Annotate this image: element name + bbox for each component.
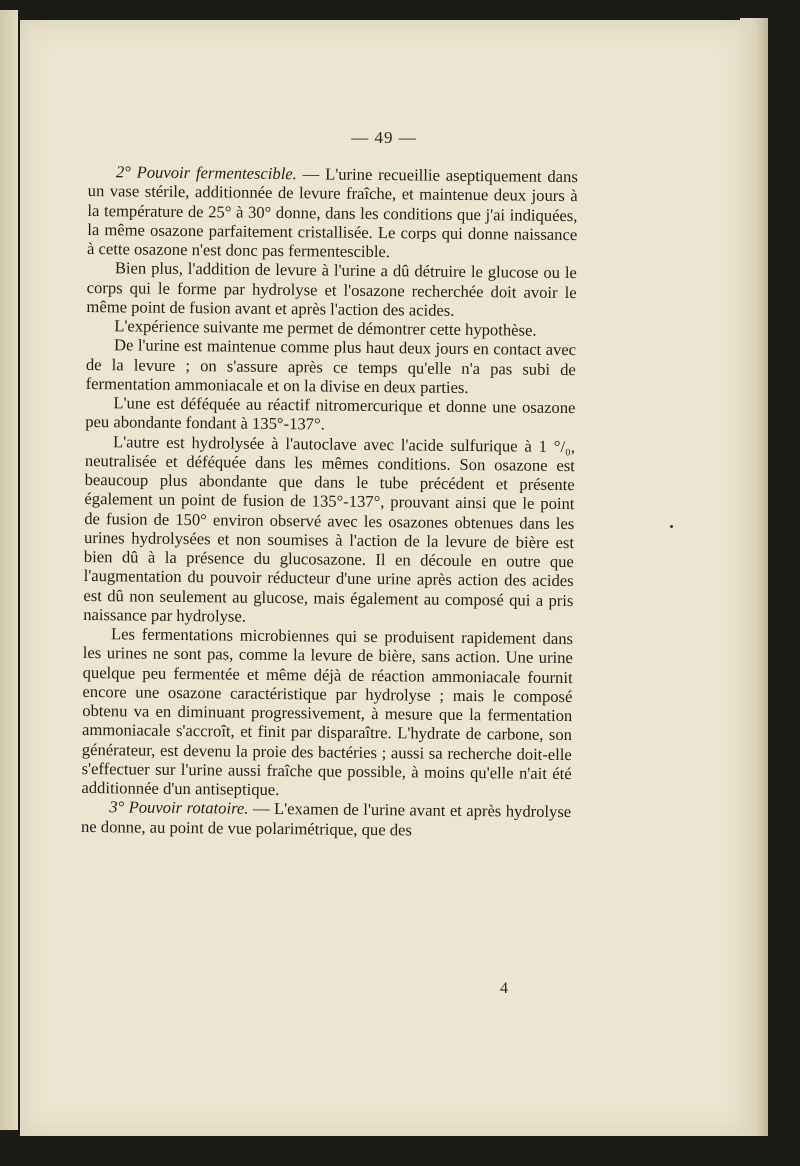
paragraph: Les fermentations microbiennes qui se produisent rapidement dans les urines ne sont pas, comme la levure de bière, sans action. Une urine quelque peu fermentée et même déjà de réaction ammoniacale fournit encore une osazone caractéristique par hydrolyse ; mais le composé obtenu va en diminuant progressivement, à mesure que la fermentation ammoniacale s'accroît, et finit par disparaître. L'hydrate de carbone, son générateur, est devenu la proie des bactéries ; aussi sa recherche doit-elle s'effectuer sur l'urine aussi fraîche que possible, à moins qu'elle n'ait été additionnée d'un antiseptique.: [81, 624, 574, 800]
speck: [670, 525, 673, 528]
section-heading: 3° Pouvoir rotatoire.: [109, 797, 249, 818]
body-text: [81, 162, 578, 841]
paragraph: L'expérience suivante me permet de démontrer cette hypothèse.: [114, 316, 537, 340]
facing-page-edge: [0, 10, 18, 1130]
paragraph: 2° Pouvoir fermentescible. — L'urine recueillie aseptiquement dans un vase stérile, additionnée de levure fraîche, et maintenue deux jours à la température de 25° à 30° donne, dans les conditions que j'ai indiquées, la même osazone parfaitement cristallisée. Le corps qui donne naissance à cette osazone n'est donc pas fermentescible.: [86, 162, 578, 262]
page-number: — 49 —: [351, 128, 417, 147]
paragraph: Bien plus, l'addition de levure à l'urine a dû détruire le glucose ou le corps qui le forme par hydrolyse et l'osazone recherchée doit avoir le même point de fusion avant et après l'action des acides.: [86, 258, 577, 320]
book-page: [20, 20, 748, 1136]
paragraph: L'une est déféquée au réactif nitromercurique et donne une osazone peu abondante fondant à 135°-137°.: [85, 393, 576, 434]
signature-mark: 4: [500, 980, 508, 997]
paragraph: De l'urine est maintenue comme plus haut deux jours en contact avec de la levure ; on s'assure après ce temps qu'elle n'a pas subi de fermentation ammoniacale et on la divise en deux parties.: [85, 335, 577, 397]
paragraph: 3° Pouvoir rotatoire. — L'examen de l'urine avant et après hydrolyse ne donne, au point de vue polarimétrique, que des: [80, 797, 572, 839]
section-heading: 2° Pouvoir fermentescible.: [115, 162, 297, 184]
paragraph: L'autre est hydrolysée à l'autoclave avec l'acide sulfurique à 1 °/₀, neutralisée et déféquée dans les mêmes conditions. Son osazone est beaucoup plus abondante que dans le tube précédent et présente également un point de fusion de 135°-137°, prouvant ainsi que le point de fusion de 150° environ observé avec les osazones obtenues dans les urines hydrolysées et non soumises à l'action de la levure de bière est bien dû à la présence du glucosazone. Il en découle en outre que l'augmentation du pouvoir réducteur d'une urine après action des acides est dû non seulement au glucose, mais également au composé qui a pris naissance par hydrolyse.: [83, 431, 576, 626]
